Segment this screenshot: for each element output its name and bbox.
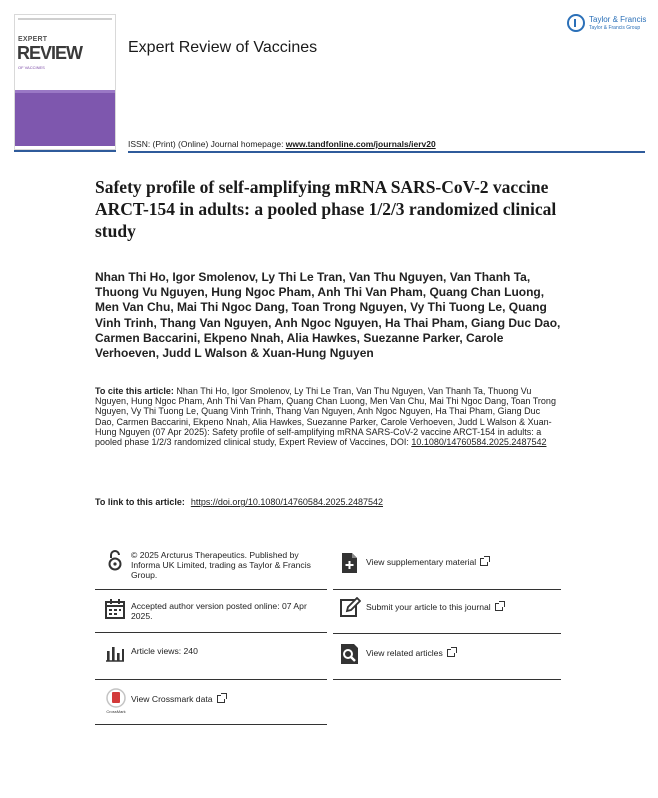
search-document-icon <box>339 643 361 665</box>
divider-right-2 <box>333 633 561 634</box>
supplementary-link[interactable] <box>366 557 488 567</box>
supplementary-text: View supplementary material <box>366 557 477 567</box>
edit-icon <box>339 597 361 619</box>
accepted-text: Accepted author version posted online: 07 Apr 2025. <box>131 601 307 622</box>
cover-title-small: EXPERT <box>18 36 48 43</box>
open-access-icon <box>104 550 126 572</box>
article-doi-link[interactable]: https://doi.org/10.1080/14760584.2025.2487542 <box>190 497 384 507</box>
license-text: © 2025 Arcturus Therapeutics. Published by Informa UK Limited, trading as Taylor & Francis Group. <box>131 550 311 581</box>
crossmark-icon <box>104 688 128 714</box>
submit-link[interactable] <box>366 602 503 612</box>
external-link-icon <box>480 558 488 566</box>
cover-underline <box>14 150 116 152</box>
divider-left-4 <box>95 724 327 725</box>
bar-chart-icon <box>104 642 126 664</box>
citation-text: Nhan Thi Ho, Igor Smolenov, Ly Thi Le Tran, Van Thu Nguyen, Van Thanh Ta, Thuong Vu Nguyen, Hung Ngoc Pham, Anh Thi Van Pham, Quang Chan Luong, Men Van Chu, Mai Thi Ngoc Dang, Toan Trong Nguyen, Vy Thi Tuong Le, Quang Vinh Trinh, Thang Van Nguyen, Anh Ngoc Nguyen, Ha Thai Pham, Giang Duc Dao, Carmen Baccarini, Ekpeno Nnah, Alia Hawkes, Suezanne Parker, Carole Verhoeven, Judd L Walson & Xuan-Hung Nguyen (07 Apr 2025): Safety profile of self-amplifying mRNA SARS-CoV-2 vaccine ARCT-154 in adults: a pooled phase 1/2/3 randomized clinical study, Expert Review of Vaccines, DOI: <box>95 386 556 448</box>
external-link-icon <box>495 603 503 611</box>
divider-left-3 <box>95 679 327 680</box>
taylor-francis-logo[interactable] <box>567 14 647 34</box>
header-divider <box>128 151 645 153</box>
related-link[interactable] <box>366 648 455 658</box>
views-text: Article views: 240 <box>131 646 198 656</box>
issn-label: ISSN: (Print) (Online) Journal homepage: <box>128 139 286 149</box>
cover-top-line <box>18 18 112 20</box>
cover-title-big: REVIEW <box>17 43 83 63</box>
divider-left-1 <box>95 589 327 590</box>
file-plus-icon <box>339 552 361 574</box>
divider-right-3 <box>333 679 561 680</box>
issn-line <box>128 139 436 149</box>
divider-left-2 <box>95 632 327 633</box>
journal-cover-image <box>14 14 116 150</box>
crossmark-badge-label: CrossMark <box>106 709 126 714</box>
journal-homepage-link[interactable]: www.tandfonline.com/journals/ierv20 <box>285 139 436 149</box>
citation-doi-link[interactable]: 10.1080/14760584.2025.2487542 <box>411 437 547 448</box>
external-link-icon <box>217 695 225 703</box>
citation-block <box>95 386 560 447</box>
publisher-logo-icon <box>567 14 585 32</box>
related-text: View related articles <box>366 648 443 658</box>
link-label: To link to this article: <box>95 497 185 507</box>
submit-text: Submit your article to this journal <box>366 602 491 612</box>
journal-title: Expert Review of Vaccines <box>128 39 318 56</box>
external-link-icon <box>447 649 455 657</box>
cover-subtitle: OF VACCINES <box>18 65 45 70</box>
crossmark-text: View Crossmark data <box>131 694 213 704</box>
cover-purple-block <box>15 90 115 146</box>
article-link-line <box>95 497 560 508</box>
citation-label: To cite this article: <box>95 386 174 396</box>
calendar-icon <box>104 598 126 620</box>
publisher-name: Taylor & Francis <box>589 15 647 24</box>
divider-right-1 <box>333 589 561 590</box>
publisher-group: Taylor & Francis Group <box>589 25 641 31</box>
article-title: Safety profile of self-amplifying mRNA SARS-CoV-2 vaccine ARCT-154 in adults: a pooled phase 1/2/3 randomized clinical study <box>95 177 557 241</box>
author-list: Nhan Thi Ho, Igor Smolenov, Ly Thi Le Tran, Van Thu Nguyen, Van Thanh Ta, Thuong Vu Nguyen, Hung Ngoc Pham, Anh Thi Van Pham, Quang Chan Luong, Men Van Chu, Mai Thi Ngoc Dang, Toan Trong Nguyen, Vy Thi Tuong Le, Quang Vinh Trinh, Thang Van Nguyen, Anh Ngoc Nguyen, Ha Thai Pham, Giang Duc Dao, Carmen Baccarini, Ekpeno Nnah, Alia Hawkes, Suezanne Parker, Carole Verhoeven, Judd L Walson & Xuan-Hung Nguyen <box>95 270 561 361</box>
crossmark-link[interactable] <box>131 694 326 704</box>
